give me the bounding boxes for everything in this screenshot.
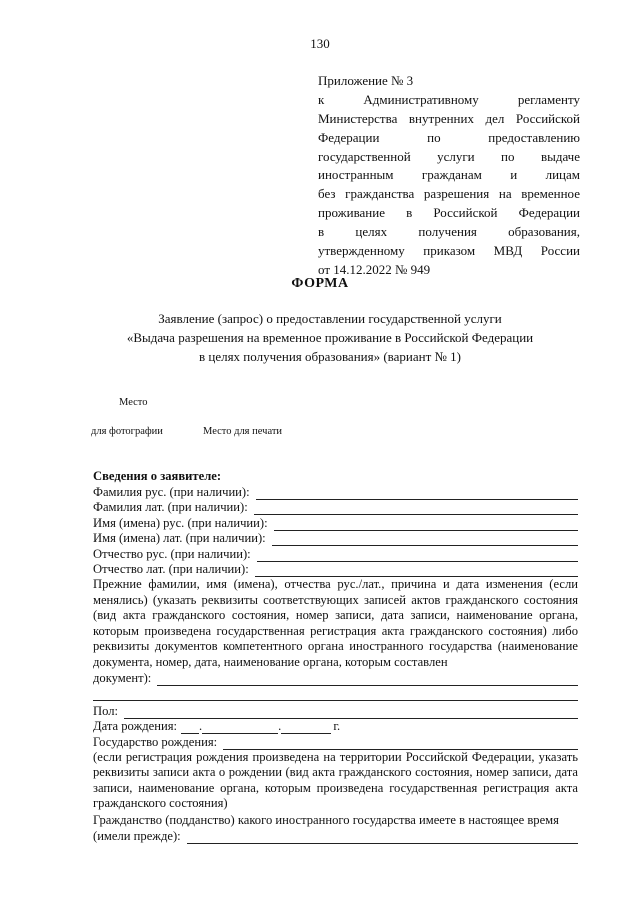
field-label: Имя (имена) лат. (при наличии):	[93, 531, 266, 545]
section-heading: Сведения о заявителе:	[93, 469, 222, 483]
field-label: (имели прежде):	[93, 829, 181, 844]
patronymic-lat-field[interactable]	[93, 562, 578, 578]
input-line[interactable]	[124, 707, 578, 719]
form-title: ФОРМА	[291, 276, 349, 291]
day-input[interactable]	[181, 723, 199, 734]
request-title-line: Заявление (запрос) о предоставлении государственной услуги	[158, 311, 502, 326]
name-ru-field[interactable]	[93, 515, 578, 531]
appendix-line: Федерации по предоставлению	[318, 129, 580, 145]
surname-ru-field[interactable]	[93, 484, 578, 500]
request-title-line: в целях получения образования» (вариант № 1)	[198, 349, 462, 364]
appendix-line: от 14.12.2022 № 949	[318, 261, 431, 277]
citizenship-field[interactable]	[93, 829, 578, 845]
patronymic-ru-field[interactable]	[93, 546, 578, 562]
field-label: Государство рождения:	[93, 734, 218, 749]
appendix-line: в целях получения образования,	[318, 224, 580, 240]
year-input[interactable]	[281, 723, 331, 734]
stamp-place-label: Место для печати	[203, 426, 283, 437]
input-line[interactable]	[256, 488, 578, 500]
input-line[interactable]	[257, 550, 578, 562]
input-line[interactable]	[254, 503, 578, 515]
citizenship-text: Гражданство (подданство) какого иностранного государства имеете в настоящее время	[93, 812, 559, 827]
input-line[interactable]	[157, 674, 578, 686]
field-label: Фамилия лат. (при наличии):	[93, 500, 248, 514]
field-label: Имя (имена) рус. (при наличии):	[93, 515, 268, 530]
appendix-line: утвержденному приказом МВД России	[318, 243, 580, 259]
appendix-line: Приложение № 3	[318, 73, 414, 88]
previous-names-field[interactable]	[93, 671, 578, 687]
appendix-line: без гражданства разрешения на временное	[318, 186, 580, 202]
input-line[interactable]	[255, 565, 578, 577]
request-title	[80, 309, 580, 366]
page-number: 130	[310, 36, 330, 51]
appendix-header	[318, 72, 580, 280]
input-line[interactable]	[93, 686, 578, 701]
appendix-line: государственной услуги по выдаче	[318, 148, 580, 164]
surname-lat-field[interactable]	[93, 500, 578, 516]
photo-label: для фотографии	[91, 426, 163, 437]
field-label: Дата рождения:	[93, 719, 177, 734]
month-input[interactable]	[202, 723, 278, 734]
appendix-line: Министерства внутренних дел Российской	[318, 110, 580, 126]
field-label: Отчество лат. (при наличии):	[93, 562, 249, 576]
input-line[interactable]	[272, 534, 578, 546]
birth-country-field[interactable]	[93, 734, 578, 750]
input-line[interactable]	[274, 519, 578, 531]
appendix-line: к Административному регламенту	[318, 91, 580, 107]
field-label: Фамилия рус. (при наличии):	[93, 484, 250, 499]
birth-record-text: (если регистрация рождения произведена на территории Российской Федерации, указать реквизиты записи акта о рождении (вид акта гражданского состояния, номер записи, дата записи, наименование органа, которым произведена государственная регистрация акта гражданского состояния)	[93, 749, 578, 811]
name-lat-field[interactable]	[93, 531, 578, 547]
photo-place-label: Место	[119, 397, 148, 408]
input-line[interactable]	[223, 738, 578, 750]
request-title-line: «Выдача разрешения на временное проживание в Российской Федерации	[126, 330, 534, 345]
field-label: Пол:	[93, 703, 119, 718]
previous-names-text: Прежние фамилии, имя (имена), отчества рус./лат., причина и дата изменения (если менялись) (указать реквизиты соответствующих записей актов гражданского состояния (вид акта гражданского состояния, номер записи, дата записи, наименование органа, которым произведена государственная регистрация акта гражданского состояния) либо реквизиты документов компетентного органа иностранного государства (наименование документа, номер, дата, наименование органа, которым составлен	[93, 577, 578, 669]
applicant-section	[93, 469, 578, 844]
sex-field[interactable]	[93, 703, 578, 719]
appendix-line: иностранным гражданам и лицам	[318, 167, 580, 183]
field-label: Отчество рус. (при наличии):	[93, 546, 251, 561]
appendix-line: проживание в Российской Федерации	[318, 205, 580, 221]
year-suffix: г.	[333, 719, 341, 734]
birth-date-field[interactable]: Дата рождения: . . г.	[93, 719, 341, 734]
field-label: документ):	[93, 671, 152, 686]
input-line[interactable]	[187, 832, 578, 844]
